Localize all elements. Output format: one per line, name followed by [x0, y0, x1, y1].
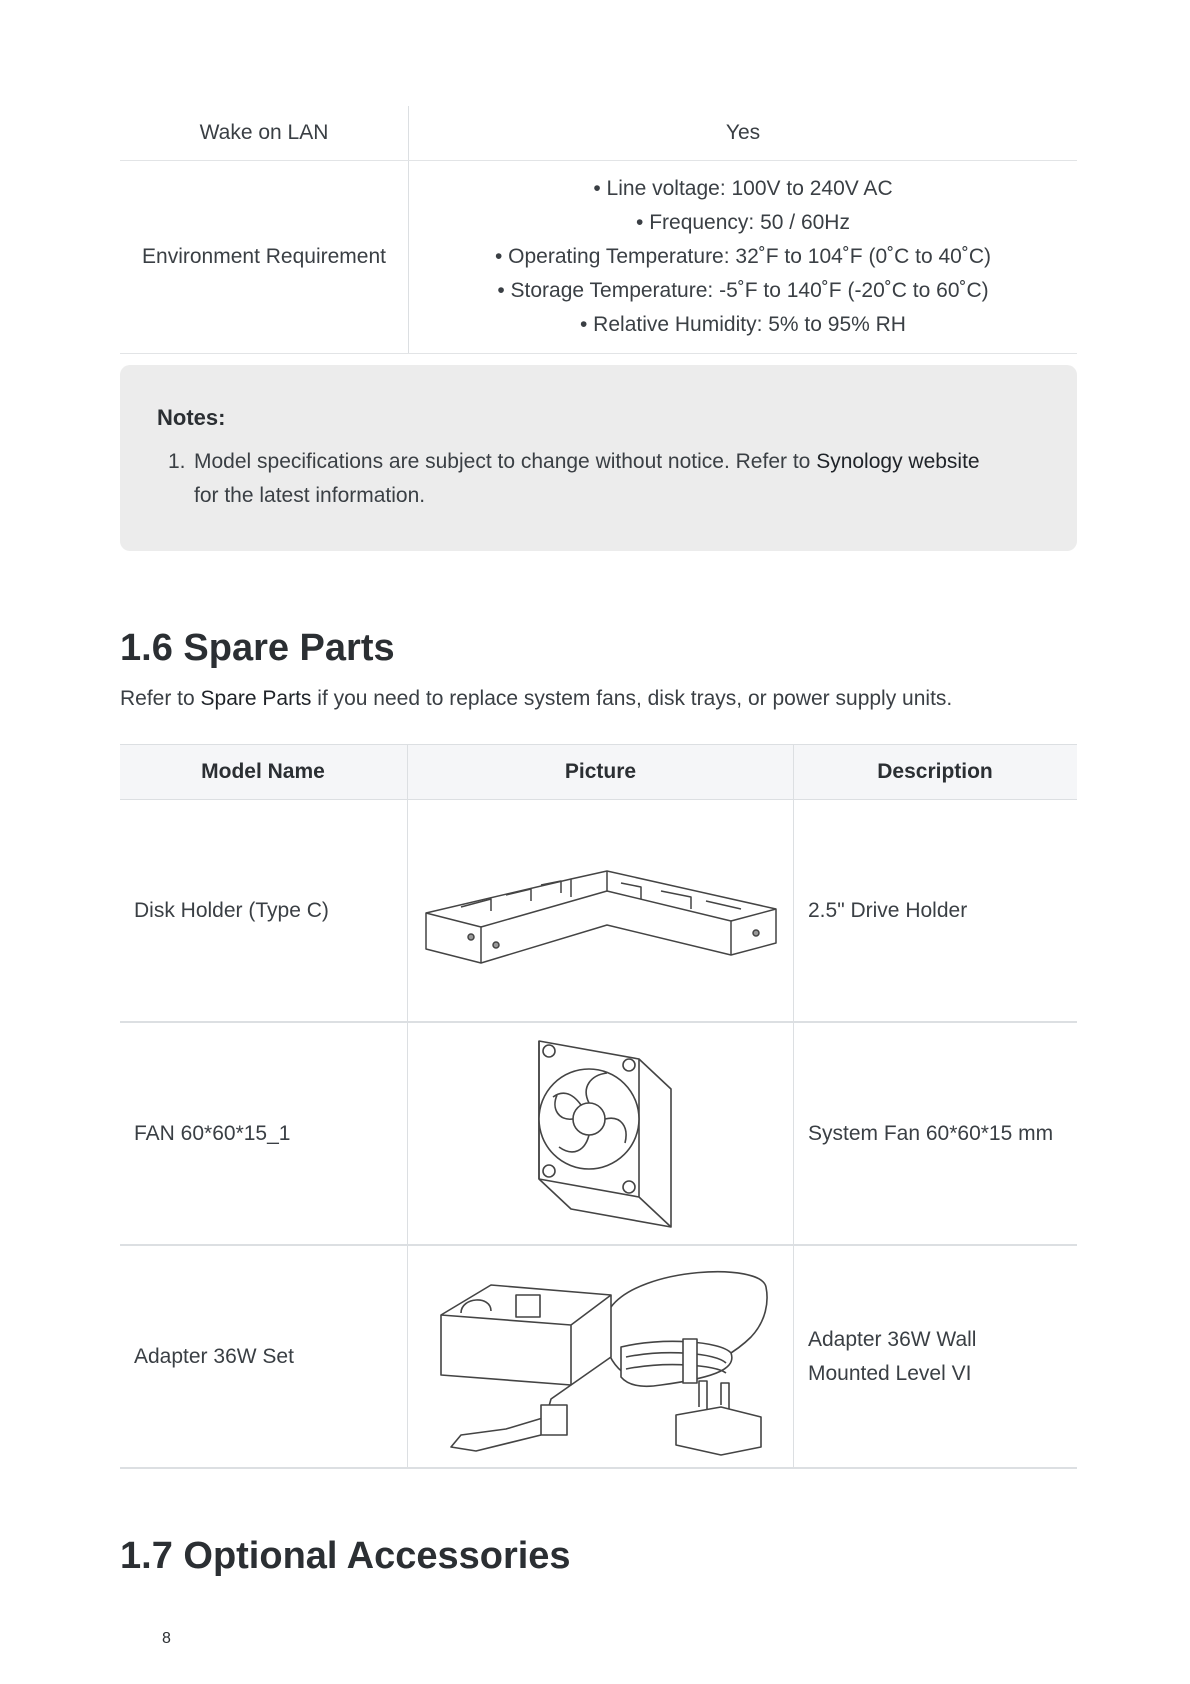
env-line: • Operating Temperature: 32˚F to 104˚F (0˚C to 40˚C): [494, 245, 991, 268]
spec-label: Wake on LAN: [120, 106, 409, 161]
header-description: Description: [794, 745, 1078, 800]
intro-text: Refer to: [120, 687, 195, 710]
spare-parts-link[interactable]: Spare Parts: [200, 687, 312, 710]
table-row: [120, 106, 1077, 161]
description: 2.5" Drive Holder: [794, 800, 1078, 1023]
fan-icon: [521, 1029, 681, 1239]
part-picture: [408, 800, 794, 1023]
notes-item: [168, 445, 988, 513]
spare-parts-table: [120, 744, 1077, 1469]
table-row: [120, 1022, 1077, 1245]
header-model-name: Model Name: [120, 745, 408, 800]
model-name: Adapter 36W Set: [120, 1245, 408, 1468]
header-picture: Picture: [408, 745, 794, 800]
model-name: FAN 60*60*15_1: [120, 1022, 408, 1245]
description-line: Adapter 36W Wall: [808, 1327, 977, 1351]
spec-value: [409, 161, 1078, 354]
section-title-spare-parts: 1.6 Spare Parts: [120, 627, 395, 669]
description: [794, 1245, 1078, 1468]
description-line: Mounted Level VI: [808, 1361, 972, 1385]
env-line: • Storage Temperature: -5˚F to 140˚F (-20˚C to 60˚C): [497, 279, 989, 302]
spec-label: Environment Requirement: [120, 161, 409, 354]
synology-website-link[interactable]: Synology website: [816, 450, 980, 473]
table-header-row: [120, 745, 1077, 800]
notes-title: Notes:: [157, 405, 226, 430]
description: System Fan 60*60*15 mm: [794, 1022, 1078, 1245]
env-line: • Frequency: 50 / 60Hz: [636, 211, 850, 234]
notes-box: [120, 365, 1077, 551]
power-adapter-icon: [421, 1257, 781, 1457]
env-line: • Line voltage: 100V to 240V AC: [593, 177, 893, 200]
table-row: [120, 800, 1077, 1023]
table-row: [120, 161, 1077, 354]
env-line: • Relative Humidity: 5% to 95% RH: [580, 313, 906, 336]
notes-text: Model specifications are subject to change without notice. Refer to: [194, 450, 811, 473]
notes-item-number: 1.: [168, 450, 186, 473]
disk-holder-icon: [421, 851, 781, 971]
spec-table: [120, 106, 1077, 354]
intro-text: if you need to replace system fans, disk trays, or power supply units.: [317, 687, 953, 710]
table-row: [120, 1245, 1077, 1468]
section-title-optional-accessories: 1.7 Optional Accessories: [120, 1535, 571, 1577]
part-picture: [408, 1245, 794, 1468]
notes-text: for the latest information.: [194, 484, 426, 507]
spare-parts-intro: [120, 687, 952, 711]
page-number: 8: [162, 1630, 171, 1647]
spec-value: Yes: [409, 106, 1078, 161]
part-picture: [408, 1022, 794, 1245]
model-name: Disk Holder (Type C): [120, 800, 408, 1023]
